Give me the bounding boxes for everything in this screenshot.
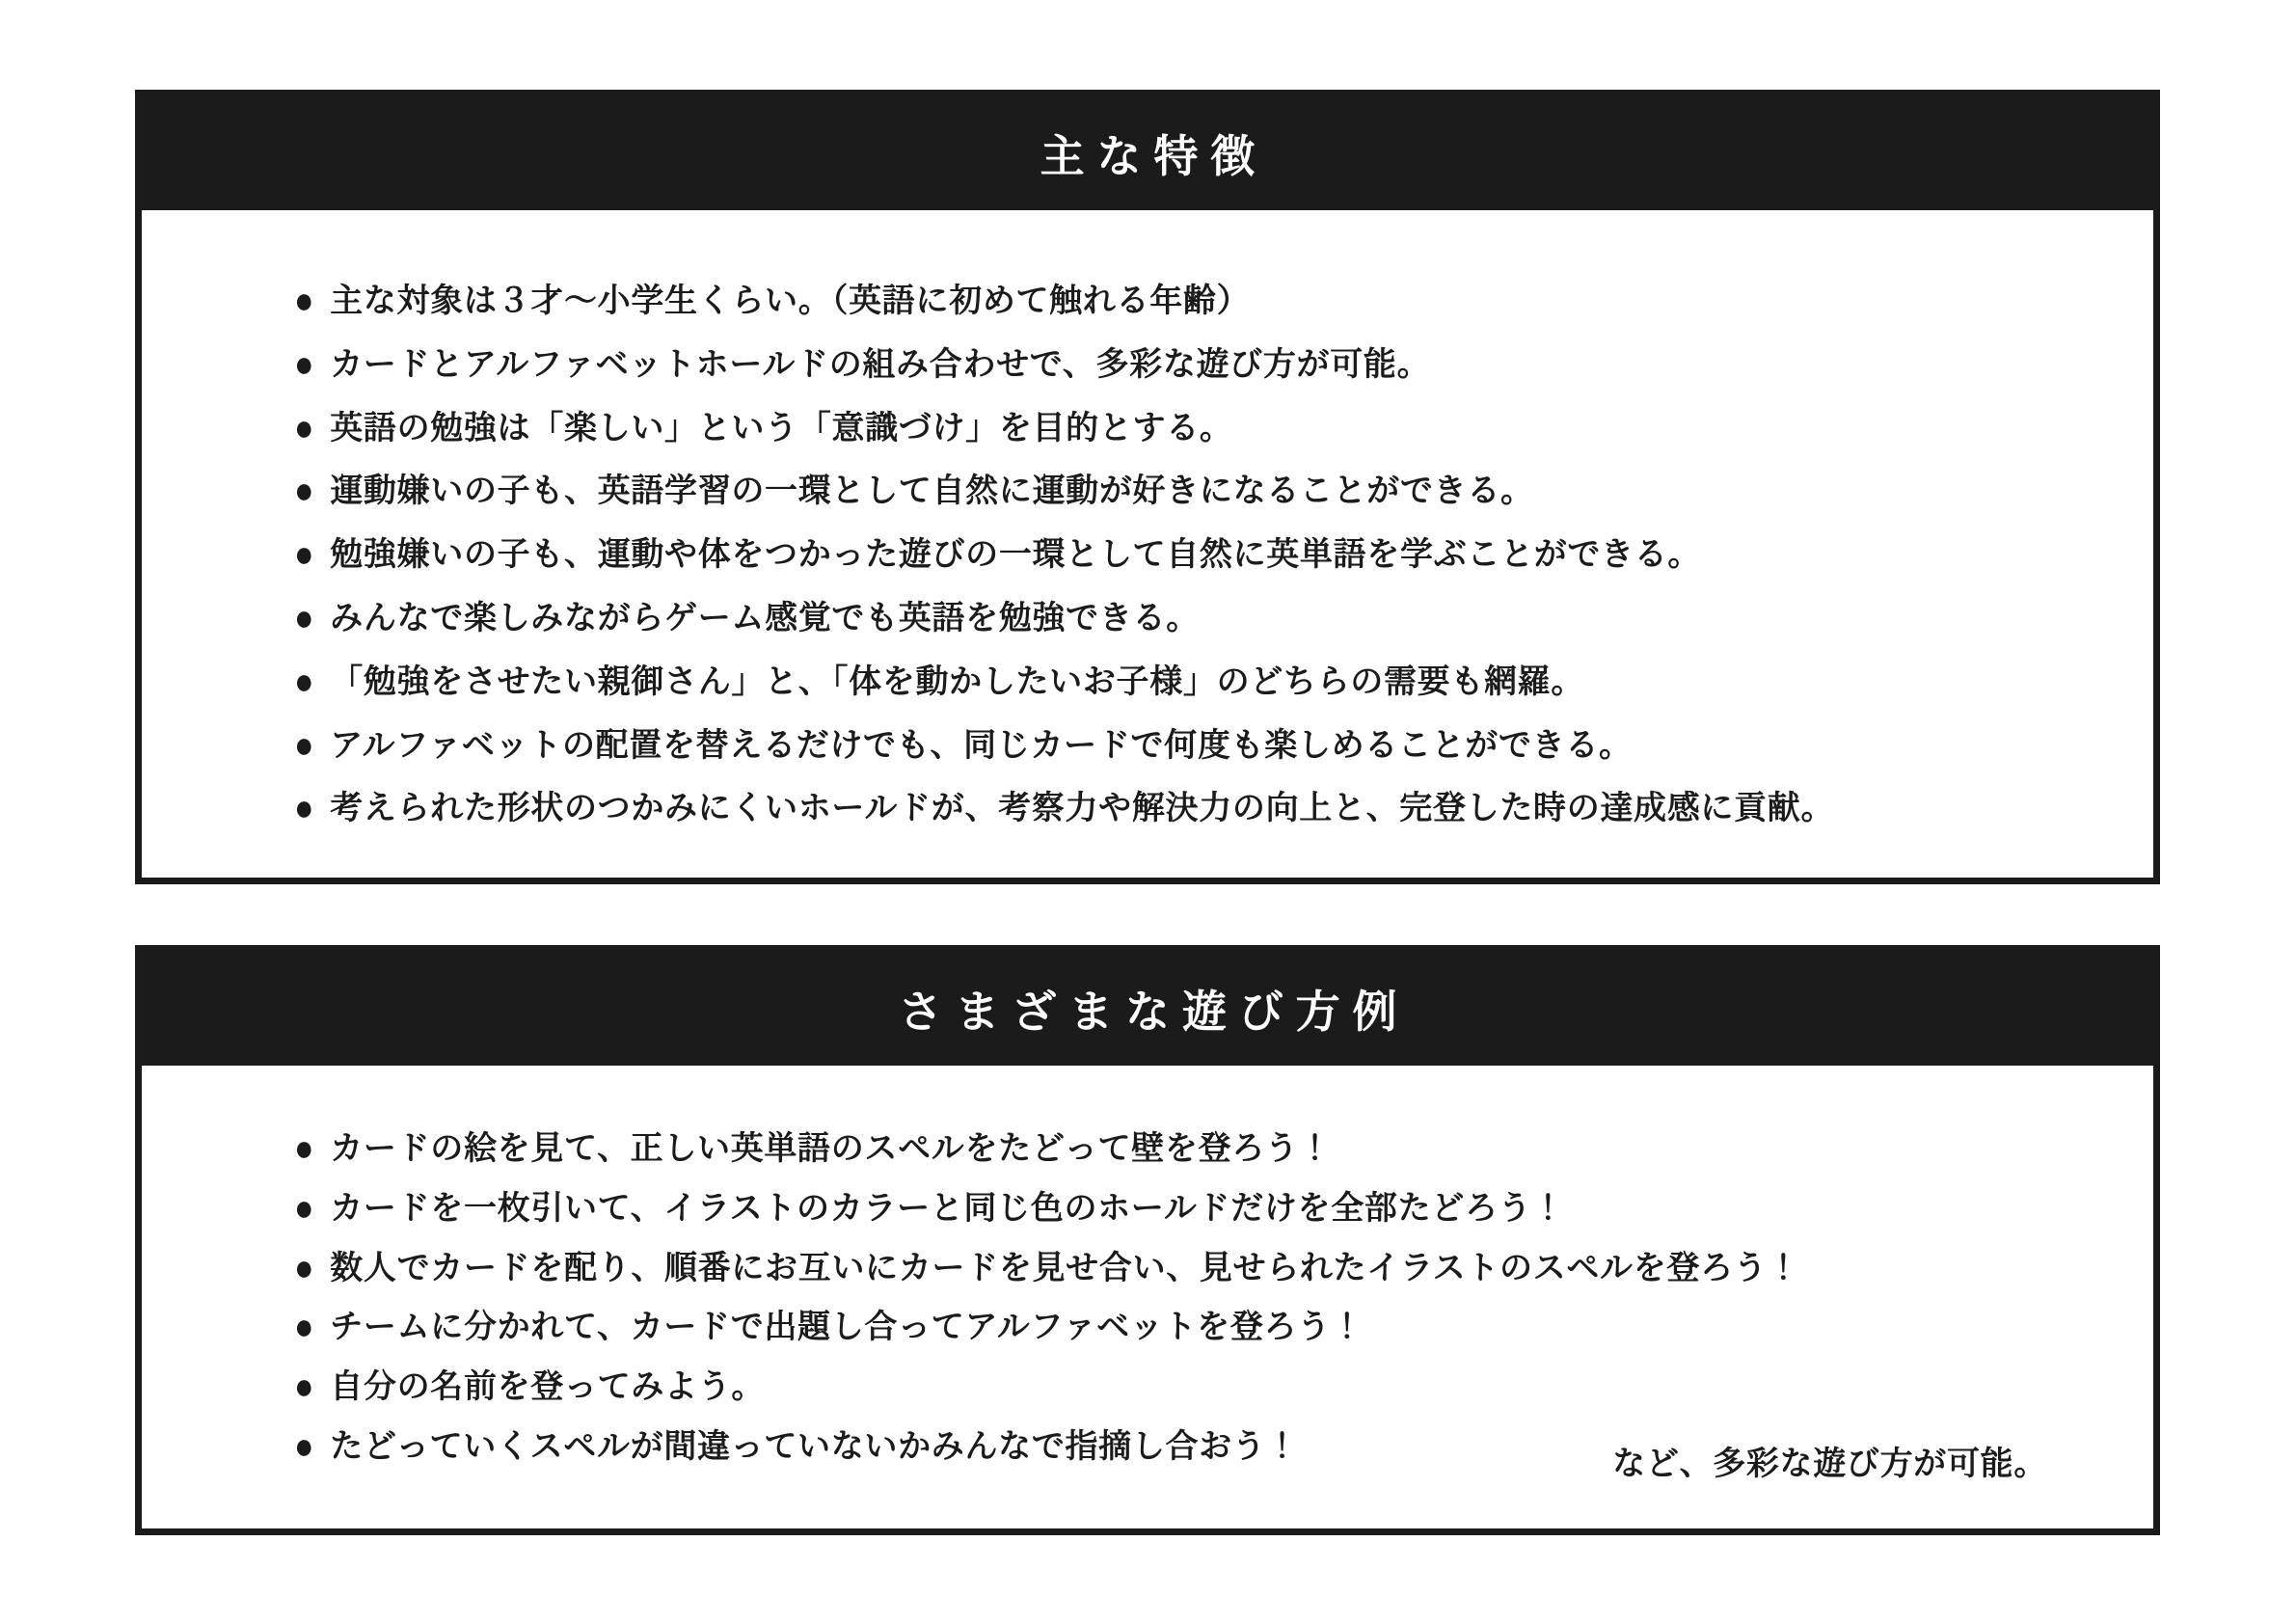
bullet-icon: ● [294, 660, 315, 703]
list-item [294, 1129, 2095, 1169]
bullet-icon: ● [294, 1246, 315, 1289]
bullet-icon: ● [294, 533, 315, 576]
play-examples-footnote: など、多彩な遊び方が可能。 [1612, 1446, 2047, 1482]
play-example-item-text: 数人でカードを配り、順番にお互いにカードを見せ合い、見せられたイラストのスペルを登ろう！ [330, 1249, 1801, 1286]
feature-item-text: 「勉強をさせたい親御さん」と、「体を動かしたいお子様」のどちらの需要も網羅。 [330, 663, 1585, 700]
play-examples-header [142, 952, 2153, 1066]
play-examples-list [142, 1066, 2153, 1467]
list-item [294, 1246, 2095, 1289]
play-example-item-text: チームに分かれて、カードで出題し合ってアルファベットを登ろう！ [330, 1309, 1364, 1346]
features-list [142, 210, 2153, 828]
feature-item-text: アルファベットの配置を替えるだけでも、同じカードで何度も楽しめることができる。 [330, 726, 1633, 764]
list-item [294, 535, 2095, 575]
list-item [294, 342, 2095, 386]
feature-item-text: みんなで楽しみながらゲーム感覚でも英語を勉強できる。 [330, 599, 1200, 636]
play-example-item-text: 自分の名前を登ってみよう。 [330, 1368, 766, 1406]
features-title: 主な特徴 [1040, 131, 1268, 181]
play-examples-body [142, 1066, 2153, 1528]
feature-item-text: 主な対象は３才〜小学生くらい。（英語に初めて触れる年齢） [330, 283, 1251, 319]
bullet-icon: ● [294, 406, 315, 449]
bullet-icon: ● [294, 1366, 315, 1408]
list-item [294, 723, 2095, 767]
bullet-icon: ● [294, 787, 315, 830]
bullet-icon: ● [294, 342, 315, 386]
list-item [294, 1186, 2095, 1230]
bullet-icon: ● [294, 280, 315, 322]
list-item [294, 1308, 2095, 1347]
feature-item-text: 考えられた形状のつかみにくいホールドが、考察力や解決力の向上と、完登した時の達成感に貢献。 [330, 790, 1835, 827]
feature-item-text: 英語の勉強は「楽しい」という「意識づけ」を目的とする。 [330, 409, 1233, 446]
features-body [142, 210, 2153, 878]
bullet-icon: ● [294, 1306, 315, 1349]
play-example-item-text: カードを一枚引いて、イラストのカラーと同じ色のホールドだけを全部たどろう！ [330, 1189, 1565, 1227]
bullet-icon: ● [294, 1127, 315, 1170]
list-item [294, 789, 2095, 828]
bullet-icon: ● [294, 723, 315, 767]
list-item [294, 282, 2095, 321]
bullet-icon: ● [294, 597, 315, 639]
list-item [294, 599, 2095, 638]
list-item [294, 472, 2095, 511]
features-header [142, 96, 2153, 210]
play-examples-panel [135, 945, 2160, 1535]
list-item [294, 406, 2095, 449]
play-examples-title: さまざまな遊び方例 [898, 987, 1410, 1037]
play-example-item-text: たどっていくスペルが間違っていないかみんなで指摘し合おう！ [330, 1427, 1300, 1465]
features-panel [135, 90, 2160, 884]
feature-item-text: カードとアルファベットホールドの組み合わせで、多彩な遊び方が可能。 [330, 345, 1431, 383]
bullet-icon: ● [294, 1186, 315, 1230]
feature-item-text: 運動嫌いの子も、英語学習の一環として自然に運動が好きになることができる。 [330, 473, 1534, 510]
bullet-icon: ● [294, 470, 315, 513]
bullet-icon: ● [294, 1425, 315, 1468]
list-item [294, 1367, 2095, 1407]
feature-item-text: 勉強嫌いの子も、運動や体をつかった遊びの一環として自然に英単語を学ぶことができる。 [330, 536, 1702, 574]
list-item [294, 660, 2095, 703]
play-example-item-text: カードの絵を見て、正しい英単語のスペルをたどって壁を登ろう！ [330, 1130, 1333, 1167]
